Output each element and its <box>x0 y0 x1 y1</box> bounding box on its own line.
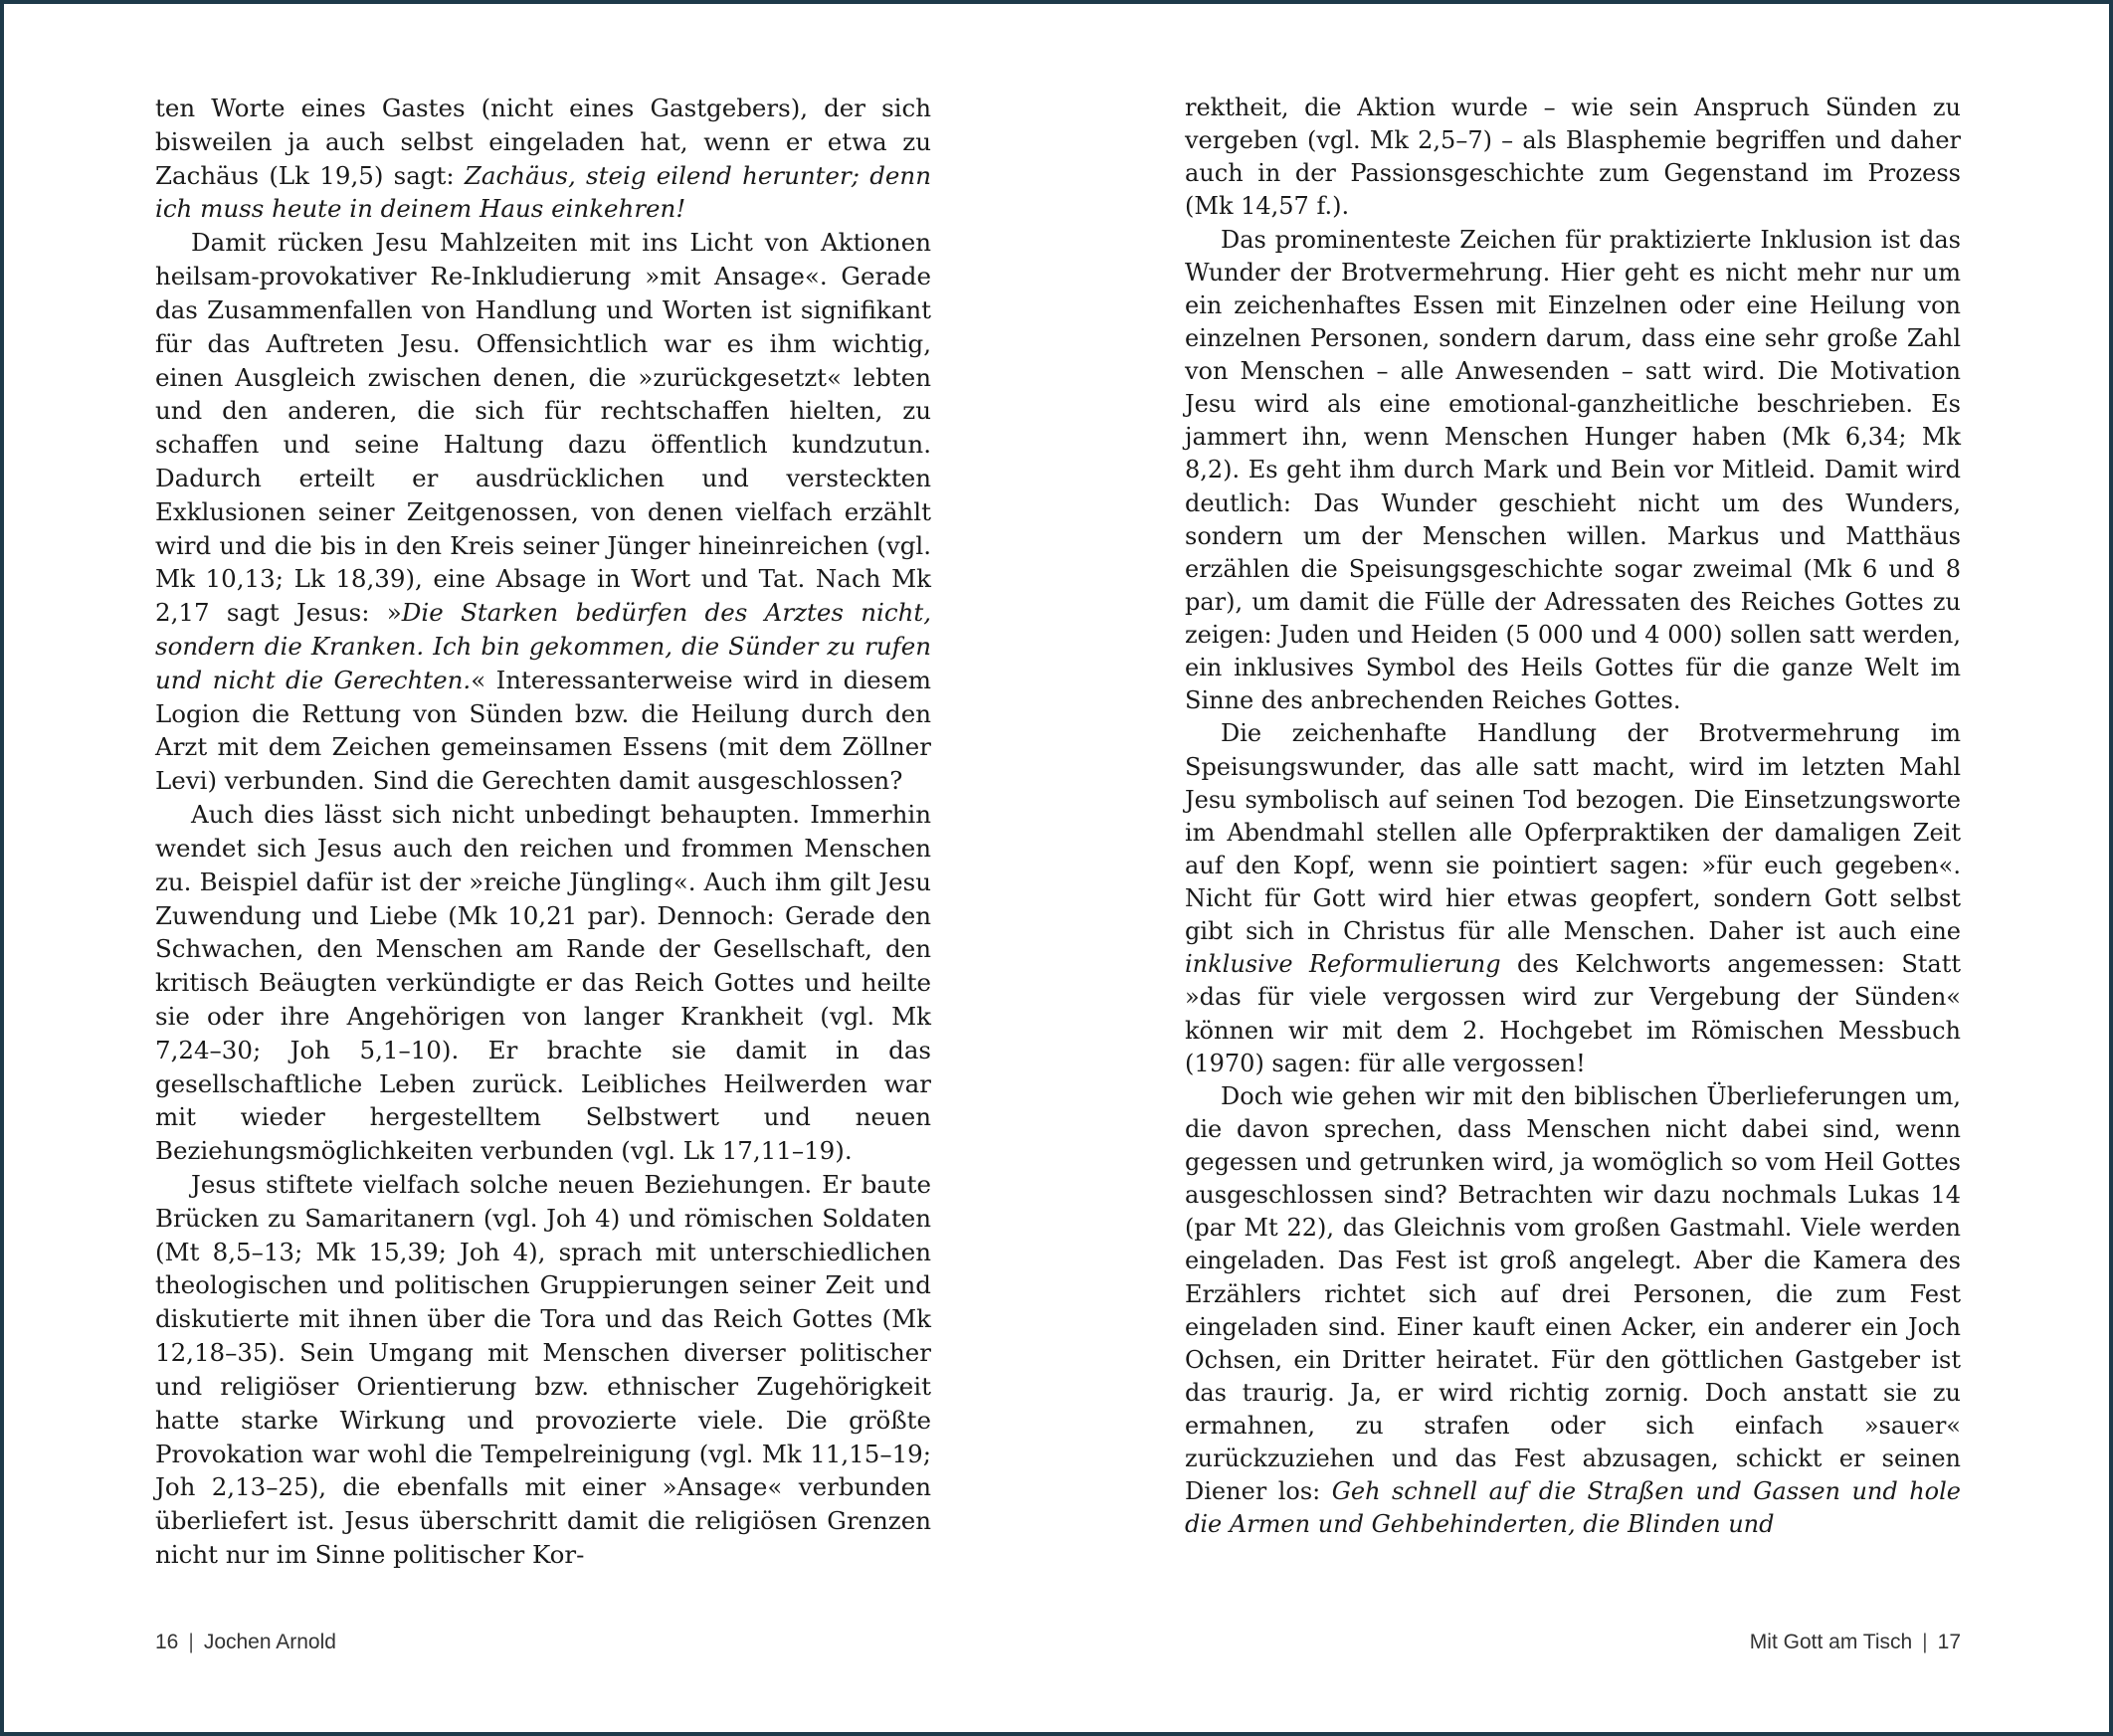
paragraph <box>1185 224 1961 718</box>
italic-quote: Geh schnell auf die Straßen und Gassen und hole die Armen und Gehbehinderten, die Blinden und <box>1185 1477 1961 1539</box>
paragraph <box>155 1168 931 1572</box>
text-run: Jesus stiftete vielfach solche neuen Beziehungen. Er baute Brücken zu Samaritanern (vgl. Joh 4) und römischen Soldaten (Mt 8,5–13; Mk 15,39; Joh 4), sprach mit unterschiedlichen theologischen und politischen Gruppierungen seiner Zeit und diskutierte mit ihnen über die Tora und das Reich Gottes (Mk 12,18–35). Sein Umgang mit Menschen diverser politischer und religiöser Orientierung bzw. ethnischer Zugehörigkeit hatte starke Wirkung und provozierte viele. Die größte Provokation war wohl die Tempelreinigung (vgl. Mk 11,15–19; Joh 2,13–25), die ebenfalls mit einer »Ansage« verbunden überliefert ist. Jesus überschritt damit die religiösen Grenzen nicht nur im Sinne politischer Kor- <box>155 1170 931 1569</box>
page-number-right: 17 <box>1937 1631 1961 1653</box>
left-page-body <box>155 92 931 1572</box>
running-head-author: Jochen Arnold <box>203 1631 336 1653</box>
text-run: Das prominenteste Zeichen für praktizierte Inklusion ist das Wunder der Brotvermehrung. Hier geht es nicht mehr nur um ein zeichenhaftes Essen mit Einzelnen oder eine Heilung von einzelnen Personen, sondern darum, dass eine sehr große Zahl von Menschen – alle Anwesenden – satt wird. Die Motivation Jesu wird als eine emotional-ganzheitliche beschrieben. Es jammert ihn, wenn Menschen Hunger haben (Mk 6,34; Mk 8,2). Es geht ihm durch Mark und Bein vor Mitleid. Damit wird deutlich: Das Wunder geschieht nicht um des Wunders, sondern um der Menschen willen. Markus und Matthäus erzählen die Speisungsgeschichte sogar zweimal (Mk 6 und 8 par), um damit die Fülle der Adressaten des Reiches Gottes zu zeigen: Juden und Heiden (5 000 und 4 000) sollen satt werden, ein inklusives Symbol des Heils Gottes für die ganze Welt im Sinne des anbrechenden Reiches Gottes. <box>1185 225 1961 715</box>
paragraph <box>155 92 931 226</box>
footer-separator: | <box>188 1631 194 1653</box>
paragraph <box>1185 92 1961 224</box>
text-run: Die zeichenhafte Handlung der Brotvermehrung im Speisungswunder, das alle satt macht, wird im letzten Mahl Jesu symbolisch auf seinen Tod bezogen. Die Einsetzungsworte im Abendmahl stellen alle Opferpraktiken der damaligen Zeit auf den Kopf, wenn sie pointiert sagen: »für euch gegeben«. Nicht für Gott wird hier etwas geopfert, sondern Gott selbst gibt sich in Christus für alle Menschen. Daher ist auch eine <box>1185 719 1961 946</box>
footer-separator: | <box>1922 1631 1928 1653</box>
paragraph <box>155 798 931 1168</box>
paragraph <box>1185 1080 1961 1542</box>
right-page-footer <box>1185 1631 1961 1654</box>
running-head-title: Mit Gott am Tisch <box>1749 1631 1913 1653</box>
text-run: Damit rücken Jesu Mahlzeiten mit ins Licht von Aktionen heilsam-provokativer Re-Inkludierung »mit Ansage«. Gerade das Zusammenfallen von Handlung und Worten ist signifikant für das Auftreten Jesu. Offensichtlich war es ihm wichtig, einen Ausgleich zwischen denen, die »zurückgesetzt« lebten und den anderen, die sich für rechtschaffen hielten, zu schaffen und seine Haltung dazu öffentlich kundzutun. Dadurch erteilt er ausdrücklichen und versteckten Exklusionen seiner Zeitgenossen, von denen vielfach erzählt wird und die bis in den Kreis seiner Jünger hineinreichen (vgl. Mk 10,13; Lk 18,39), eine Absage in Wort und Tat. Nach Mk 2,17 sagt Jesus: » <box>155 228 931 628</box>
italic-quote: Die Starken bedürfen des Arztes nicht, sondern die Kranken. Ich bin gekommen, die Sünder zu rufen und nicht die Gerechten. <box>155 598 931 694</box>
right-page-body <box>1185 92 1961 1542</box>
text-run: « Interessanterweise wird in diesem Logion die Rettung von Sünden bzw. die Heilung durch den Arzt mit dem Zeichen gemeinsamen Essens (mit dem Zöllner Levi) verbunden. Sind die Gerechten damit ausgeschlossen? <box>155 665 931 796</box>
page-number-left: 16 <box>155 1631 179 1653</box>
italic-quote: Zachäus, steig eilend herunter; denn ich muss heute in deinem Haus einkehren! <box>155 160 931 224</box>
book-spread <box>4 4 2109 1732</box>
text-run: Doch wie gehen wir mit den biblischen Überlieferungen um, die davon sprechen, dass Menschen nicht dabei sind, wenn gegessen und getrunken wird, ja womöglich so vom Heil Gottes ausgeschlossen sind? Betrachten wir dazu nochmals Lukas 14 (par Mt 22), das Gleichnis vom großen Gastmahl. Viele werden eingeladen. Das Fest ist groß angelegt. Aber die Kamera des Erzählers richtet sich auf drei Personen, die zum Fest eingeladen sind. Einer kauft einen Acker, ein anderer ein Joch Ochsen, ein Dritter heiratet. Für den göttlichen Gastgeber ist das traurig. Ja, er wird richtig zornig. Doch anstatt sie zu ermahnen, zu strafen oder sich einfach »sauer« zurückzuziehen und das Fest abzusagen, schickt er seinen Diener los: <box>1185 1081 1961 1506</box>
left-page-footer <box>155 1631 336 1654</box>
text-run: Auch dies lässt sich nicht unbedingt behaupten. Immerhin wendet sich Jesus auch den reichen und frommen Menschen zu. Beispiel dafür ist der »reiche Jüngling«. Auch ihm gilt Jesu Zuwendung und Liebe (Mk 10,21 par). Dennoch: Gerade den Schwachen, den Menschen am Rande der Gesellschaft, den kritisch Beäugten verkündigte er das Reich Gottes und heilte sie oder ihre Angehörigen von langer Krankheit (vgl. Mk 7,24–30; Joh 5,1–10). Er brachte sie damit in das gesellschaftliche Leben zurück. Leibliches Heilwerden war mit wieder hergestelltem Selbstwert und neuen Beziehungsmöglichkeiten verbunden (vgl. Lk 17,11–19). <box>155 800 931 1166</box>
text-run: ten Worte eines Gastes (nicht eines Gastgebers), der sich bisweilen ja auch selbst eingeladen hat, wenn er etwa zu Zachäus (Lk 19,5) sagt: <box>155 94 931 190</box>
italic-quote: inklusive Reformulierung <box>1185 950 1501 979</box>
paragraph <box>155 226 931 798</box>
text-run: rektheit, die Aktion wurde – wie sein Anspruch Sünden zu vergeben (vgl. Mk 2,5–7) – als Blasphemie begriffen und daher auch in der Passionsgeschichte zum Gegenstand im Prozess (Mk 14,57 f.). <box>1185 94 1961 221</box>
paragraph <box>1185 717 1961 1079</box>
text-run: des Kelchworts angemessen: Statt »das für viele vergossen wird zur Vergebung der Sünden« können wir mit dem 2. Hochgebet im Römischen Messbuch (1970) sagen: für alle vergossen! <box>1185 950 1961 1077</box>
